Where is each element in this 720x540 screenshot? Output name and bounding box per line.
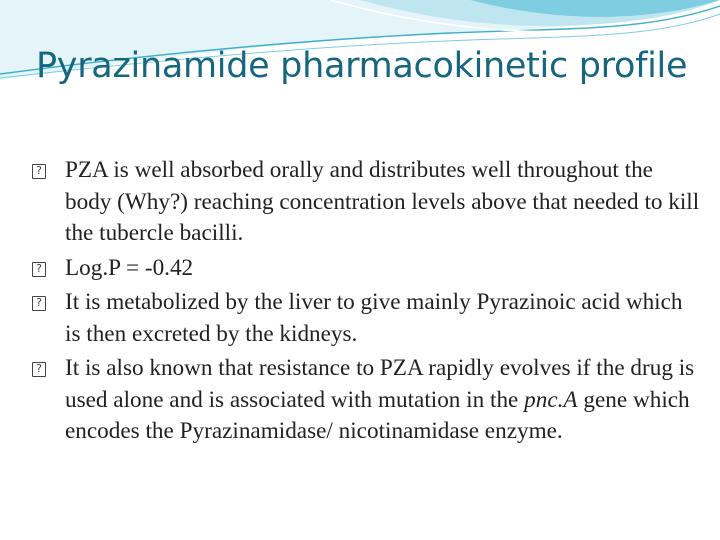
bullet-list — [32, 155, 702, 451]
missing-glyph-icon: ? — [32, 296, 46, 311]
bullet-text: PZA is well absorbed orally and distributes well throughout the body (Why?) reaching concentration levels above that needed to kill the tubercle bacilli. — [65, 157, 700, 246]
page-title: Pyrazinamide pharmacokinetic profile — [36, 46, 688, 86]
bullet-text: It is metabolized by the liver to give mainly Pyrazinoic acid which is then excreted by the kidneys. — [65, 289, 683, 347]
missing-glyph-icon: ? — [32, 262, 46, 277]
list-item — [32, 287, 702, 350]
missing-glyph-icon: ? — [32, 362, 46, 377]
list-item — [32, 353, 702, 448]
missing-glyph-icon: ? — [32, 164, 46, 179]
bullet-text-after: gene which encodes the Pyrazinamidase/ nicotinamidase enzyme. — [65, 386, 690, 444]
gene-name: pnc.A — [524, 386, 578, 413]
list-item — [32, 155, 702, 250]
bullet-text-before: It is also known that resistance to PZA rapidly evolves if the drug is used alone and is associated with mutation in the — [65, 355, 695, 413]
list-item — [32, 253, 702, 285]
bullet-text: Log.P = -0.42 — [65, 254, 194, 281]
